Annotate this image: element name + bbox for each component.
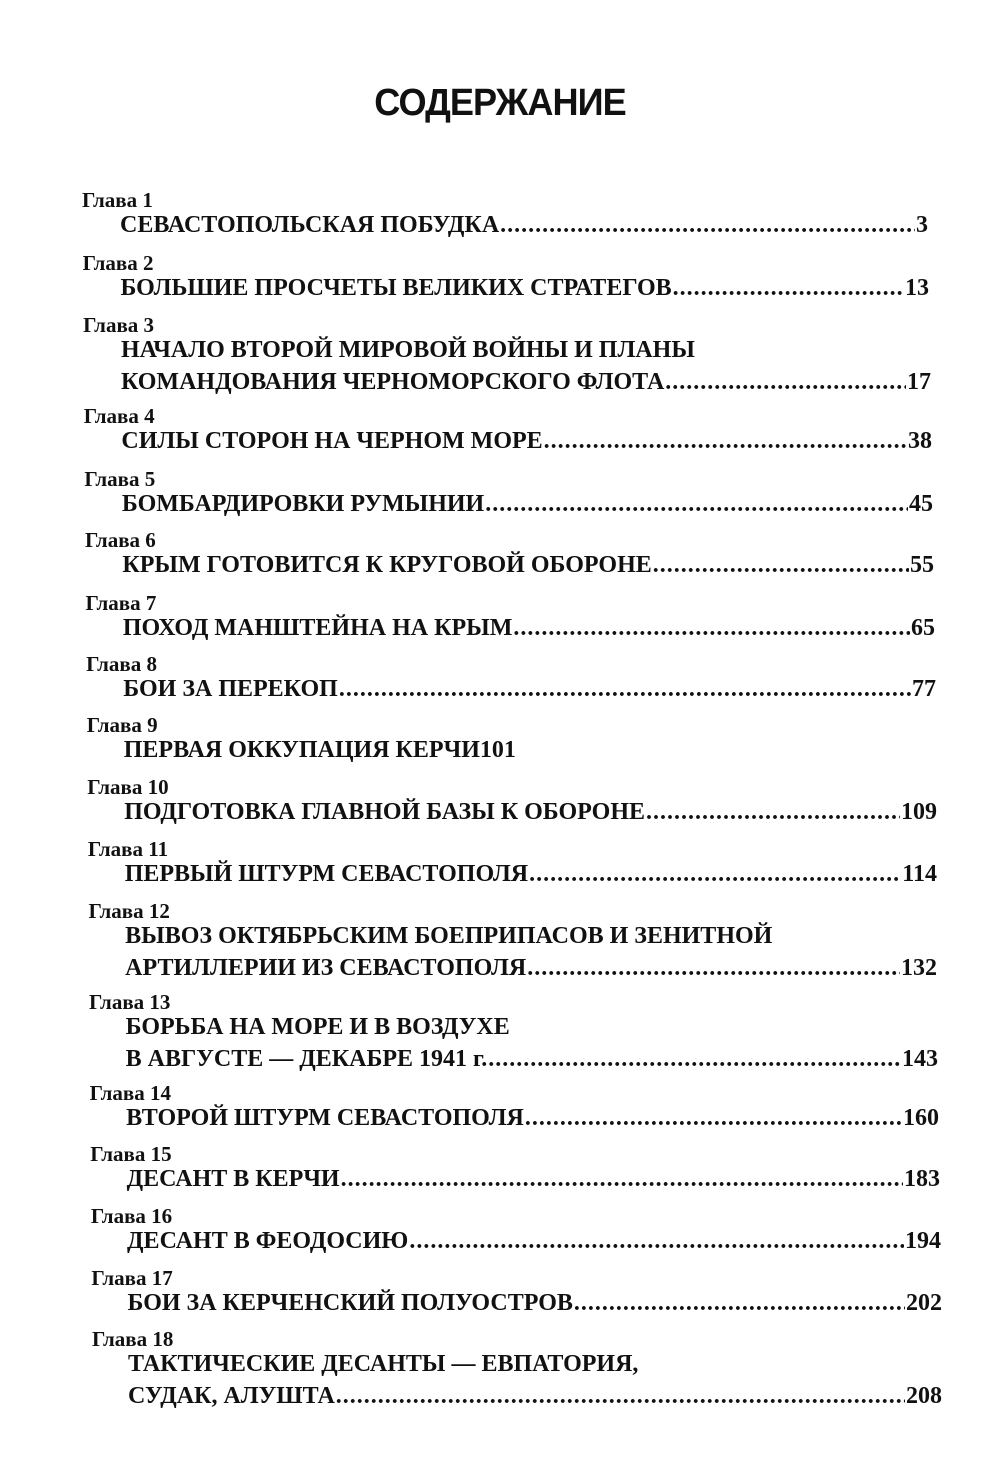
chapter-title: ДЕСАНТ В ФЕОДОСИЮ — [127, 1228, 409, 1254]
toc-entry-line — [122, 550, 934, 580]
page-number: 17 — [906, 369, 931, 395]
chapter-title: ПОХОД МАНШТЕЙНА НА КРЫМ — [122, 615, 513, 641]
toc-entry-line — [121, 426, 932, 456]
chapter-label: Глава 17 — [91, 1266, 173, 1290]
dot-leader — [341, 1164, 903, 1194]
chapter-title: В АВГУСТЕ — ДЕКАБРЕ 1941 г. — [125, 1046, 488, 1072]
page-number: 45 — [908, 491, 933, 517]
toc-entry-line — [121, 367, 931, 397]
chapter-label: Глава 15 — [90, 1142, 172, 1166]
toc-entry-line — [125, 921, 772, 951]
page-number: 132 — [900, 955, 937, 981]
page-number: 65 — [910, 615, 935, 641]
dot-leader — [525, 1103, 902, 1133]
chapter-title: КОМАНДОВАНИЯ ЧЕРНОМОРСКОГО ФЛОТА — [120, 369, 665, 395]
chapter-title: ПЕРВЫЙ ШТУРМ СЕВАСТОПОЛЯ — [124, 861, 529, 887]
toc-entry-line — [127, 1164, 940, 1194]
dot-leader — [409, 1226, 904, 1256]
chapter-label: Глава 13 — [89, 990, 171, 1014]
chapter-title: КРЫМ ГОТОВИТСЯ К КРУГОВОЙ ОБОРОНЕ — [122, 552, 652, 578]
chapter-title: БОИ ЗА КЕРЧЕНСКИЙ ПОЛУОСТРОВ — [127, 1290, 573, 1316]
dot-leader — [653, 550, 909, 580]
dot-leader — [574, 1288, 905, 1318]
dot-leader — [513, 613, 910, 643]
toc-entry-line — [127, 1226, 941, 1256]
chapter-title: БОИ ЗА ПЕРЕКОП — [123, 676, 338, 702]
toc-entry-line — [128, 1381, 942, 1411]
page-number: 143 — [901, 1046, 938, 1072]
chapter-title: ПЕРВАЯ ОККУПАЦИЯ КЕРЧИ101 — [123, 737, 516, 763]
toc-entry-line — [122, 489, 933, 519]
chapter-label: Глава 6 — [84, 528, 156, 552]
toc-entry-line — [121, 335, 695, 365]
chapter-label: Глава 12 — [88, 899, 170, 923]
toc-entry-line — [120, 210, 928, 240]
toc-entry-line — [128, 1349, 638, 1379]
page-number: 77 — [911, 676, 936, 702]
dot-leader — [527, 953, 900, 983]
toc-entry-line — [128, 1288, 942, 1318]
chapter-label: Глава 14 — [89, 1081, 172, 1105]
chapter-title: ДЕСАНТ В КЕРЧИ — [126, 1166, 340, 1192]
page-number: 194 — [904, 1228, 941, 1254]
chapter-label: Глава 1 — [82, 188, 153, 212]
toc-entry-line — [126, 1103, 939, 1133]
chapter-title: БОМБАРДИРОВКИ РУМЫНИИ — [121, 491, 485, 517]
page-number: 13 — [904, 275, 929, 301]
chapter-label: Глава 3 — [83, 313, 155, 337]
chapter-title: ВЫВОЗ ОКТЯБРЬСКИМ БОЕПРИПАСОВ И ЗЕНИТНОЙ — [125, 923, 773, 949]
toc-entry-line — [124, 797, 937, 827]
chapter-title: ПОДГОТОВКА ГЛАВНОЙ БАЗЫ К ОБОРОНЕ — [124, 799, 646, 825]
chapter-title: НАЧАЛО ВТОРОЙ МИРОВОЙ ВОЙНЫ И ПЛАНЫ — [120, 337, 695, 363]
dot-leader — [673, 273, 904, 303]
chapter-title: СИЛЫ СТОРОН НА ЧЕРНОМ МОРЕ — [121, 428, 543, 454]
dot-leader — [500, 210, 915, 240]
chapter-label: Глава 4 — [83, 404, 155, 428]
dot-leader — [336, 1381, 905, 1411]
page-number: 38 — [907, 428, 932, 454]
dot-leader — [665, 367, 906, 397]
dot-leader — [485, 489, 908, 519]
page-number: 202 — [905, 1290, 942, 1316]
chapter-label: Глава 7 — [85, 591, 157, 615]
chapter-title: ВТОРОЙ ШТУРМ СЕВАСТОПОЛЯ — [126, 1105, 524, 1131]
chapter-title: ТАКТИЧЕСКИЕ ДЕСАНТЫ — ЕВПАТОРИЯ, — [128, 1351, 639, 1377]
toc-entry-line — [123, 613, 935, 643]
toc-entry-line — [120, 273, 929, 303]
toc-entry-line — [125, 859, 937, 889]
chapter-label: Глава 11 — [87, 837, 169, 861]
page-number: 183 — [903, 1166, 940, 1192]
dot-leader — [544, 426, 907, 456]
chapter-title: БОРЬБА НА МОРЕ И В ВОЗДУХЕ — [125, 1014, 510, 1040]
chapter-label: Глава 8 — [86, 652, 157, 676]
page-title: СОДЕРЖАНИЕ — [374, 82, 626, 124]
chapter-label: Глава 18 — [92, 1327, 174, 1351]
chapter-title: БОЛЬШИЕ ПРОСЧЕТЫ ВЕЛИКИХ СТРАТЕГОВ — [120, 275, 672, 301]
toc-entry-line — [125, 953, 937, 983]
chapter-title: АРТИЛЛЕРИИ ИЗ СЕВАСТОПОЛЯ — [125, 955, 527, 981]
page-number: 208 — [906, 1383, 942, 1409]
chapter-label: Глава 16 — [90, 1204, 173, 1228]
chapter-label: Глава 5 — [84, 467, 156, 491]
chapter-title: СЕВАСТОПОЛЬСКАЯ ПОБУДКА — [120, 212, 500, 238]
page-number: 55 — [909, 552, 934, 578]
chapter-label: Глава 9 — [86, 713, 158, 737]
dot-leader — [529, 859, 901, 889]
toc-entry-line — [126, 1012, 510, 1042]
toc-entry-line — [124, 735, 516, 765]
chapter-title: СУДАК, АЛУШТА — [128, 1383, 335, 1409]
chapter-label: Глава 2 — [82, 251, 154, 275]
toc-entry-line — [123, 674, 936, 704]
dot-leader — [488, 1044, 901, 1074]
toc-entry-line — [126, 1044, 938, 1074]
dot-leader — [646, 797, 900, 827]
page-number: 160 — [902, 1105, 939, 1131]
dot-leader — [339, 674, 911, 704]
page-number: 3 — [916, 212, 928, 238]
page-number: 114 — [902, 861, 937, 887]
page-number: 109 — [900, 799, 937, 825]
chapter-label: Глава 10 — [87, 775, 169, 799]
